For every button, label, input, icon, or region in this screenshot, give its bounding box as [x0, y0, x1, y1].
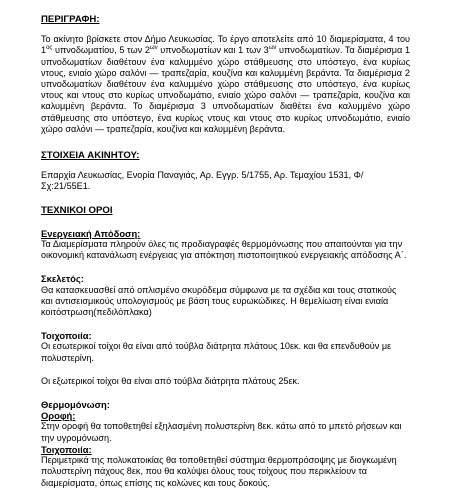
property-text: Επαρχία Λευκωσίας, Ενορία Παναγιάς, Αρ. Εγγρ. 5/1755, Αρ. Τεμαχίου 1531, Φ/Σχ:21/55Ε1.	[41, 170, 364, 192]
description-heading: ΠΕΡΙΓΡΑΦΗ:	[41, 14, 100, 25]
energy-text: Τα Διαμερίσματα πληρούν όλες τις προδιαγραφές θερμομόνωσης που απαιτούνται για την οικονομική κατανάλωση ενέργειας για απόκτηση πιστοποιητικού ενεργειακής απόδοσης Α΄.	[41, 239, 407, 261]
property-heading: ΣΤΟΙΧΕΙΑ ΑΚΙΝΗΤΟΥ:	[41, 150, 140, 162]
roof-text: Στην οροφή θα τοποθετηθεί εξηλασμένη πολυστερίνη 8εκ. κάτω από το μπετό ρήσεων και την υγρομόνωση.	[41, 421, 402, 443]
skeleton-text: Θα κατασκευασθεί από οπλισμένο σκυρόδεμα σύμφωνα με τα σχέδια και τους στατικούς και αντισεισμικούς υπολογισμούς με βάση τους ευρωκώδικες. Η θεμελίωση είναι ενιαία κοιτόστρωση(πεδιλόπλακα)	[41, 284, 397, 318]
skeleton-title: Σκελετός:	[41, 273, 84, 285]
masonry-text-external: Οι εξωτερικοί τοίχοι θα είναι από τούβλα διάτρητα πλάτους 25εκ.	[41, 375, 300, 386]
wall-title: Τοιχοποιία:	[41, 443, 92, 455]
energy-title: Ενεργειακή Απόδοση:	[41, 227, 141, 239]
masonry-title: Τοιχοποιία:	[41, 330, 92, 342]
roof-title: Οροφή:	[41, 410, 76, 422]
description-text-4: υπνοδωματίων. Τα διαμέρισμα 1 υπνοδωματίων διαθέτουν ένα καλυμμένο χώρο στάθμευσης στο υπόστεγο, ένα κυρίως ντους, ενιαίο χώρο σαλόνι — τραπεζαρία, κουζίνα και καλυμμένη βεράντα. Τα διαμέρισμα 2 υπνοδωματίων διαθέτουν ένα καλυμμένο χώρο στάθμευσης στο υπόστεγο, ένα κυρίως ντους και ντους στο κυρίως υπνοδωμάτιο, ενιαίο χώρο σαλόνι — τραπεζαρία, κουζίνα και καλυμμένη βεράντα. Το διαμέρισμα 3 υπνοδωματίων διαθέτει ένα καλυμμένο χώρο στάθμευσης στο υπόστεγο, ένα κυρίως ντους και ντους στο κυρίως υπνοδωμάτιο, ενιαίο χώρο σαλόνι — τραπεζαρία, κουζίνα και καλυμμένη βεράντα.	[41, 45, 411, 134]
description-sup-2: ων	[149, 45, 158, 52]
insulation-title: Θερμομόνωση:	[41, 399, 110, 411]
description-sup-3: ων	[268, 45, 277, 52]
description-text-1: Το ακίνητο βρίσκετε στον Δήμο Λευκωσίας. Το έργο αποτελείτε από 10 διαμερίσματα, 4 του 1	[41, 34, 410, 56]
description-paragraph	[41, 34, 410, 135]
technical-heading: ΤΕΧΝΙΚΟΙ ΟΡΟΙ	[41, 204, 113, 216]
description-text-2: υπνοδωματίου, 5 των 2	[52, 45, 150, 56]
description-text-3: υπνοδωματίων και 1 των 3	[157, 45, 269, 56]
description-sup-1: ος	[46, 45, 53, 52]
masonry-text-internal: Οι εσωτερικοί τοίχοι θα είναι από τούβλα διάτρητα πλάτους 10εκ. και θα επενδυθούν με πολυστερίνη.	[41, 341, 392, 363]
wall-text: Περιμετρικά της πολυκατοικίας θα τοποθετηθεί σύστημα θερμοπρόσοψης με διογκωμένη πολυστερίνη πάχους 8εκ, που θα καλύψει όλους τους τοίχους που περικλείουν τα διαμερίσματα, όπως επίσης τις κολώνες και τους δοκούς.	[41, 455, 397, 488]
